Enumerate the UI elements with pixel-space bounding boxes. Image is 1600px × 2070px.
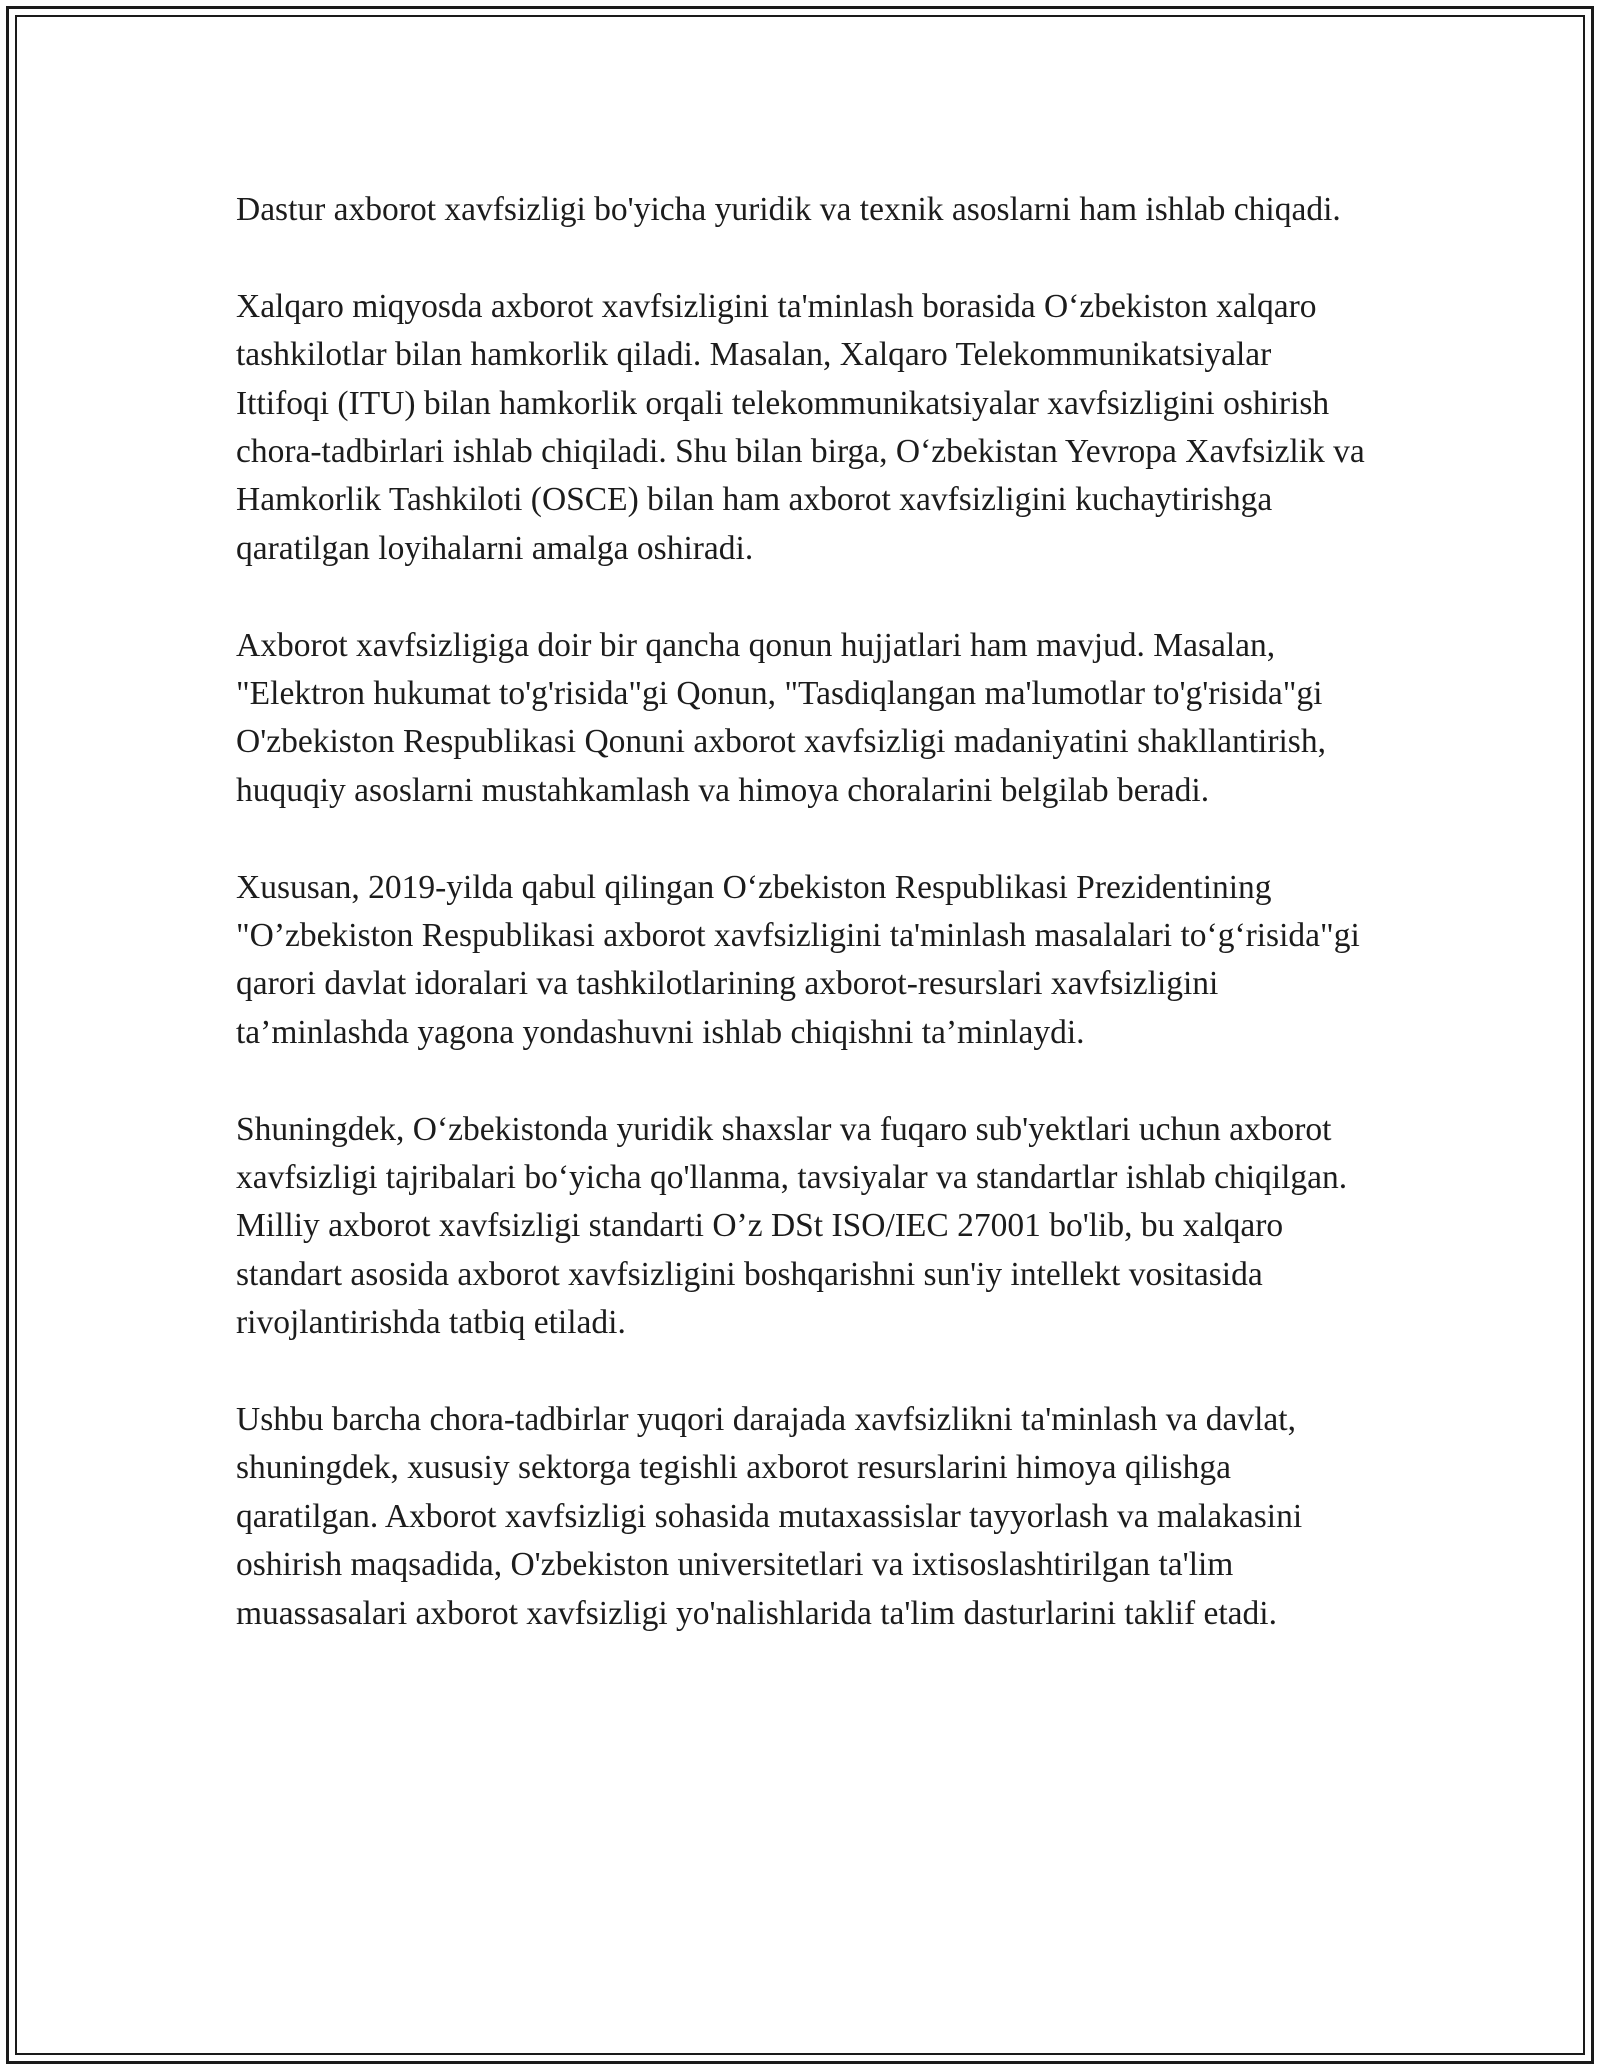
paragraph-education: Ushbu barcha chora-tadbirlar yuqori darajada xavfsizlikni ta'minlash va davlat, shuningdek, xususiy sektorga tegishli axborot resurslarini himoya qilishga qaratilgan. Axborot xavfsizligi sohasida mutaxassislar tayyorlash va malakasini oshirish maqsadida, O'zbekiston universitetlari va ixtisoslashtirilgan ta'lim muassasalari axborot xavfsizligi yo'nalishlarida ta'lim dasturlarini taklif etadi. [236,1401,1303,1632]
paragraph-program-basis: Dastur axborot xavfsizligi bo'yicha yuridik va texnik asoslarni ham ishlab chiqadi. [236,191,1341,228]
paragraph-international-cooperation: Xalqaro miqyosda axborot xavfsizligini ta'minlash borasida O‘zbekiston xalqaro tashkilotlar bilan hamkorlik qiladi. Masalan, Xalqaro Telekommunikatsiyalar Ittifoqi (ITU) bilan hamkorlik orqali telekommunikatsiyalar xavfsizligini oshirish chora-tadbirlari ishlab chiqiladi. Shu bilan birga, O‘zbekistan Yevropa Xavfsizlik va Hamkorlik Tashkiloti (OSCE) bilan ham axborot xavfsizligini kuchaytirishga qaratilgan loyihalarni amalga oshiradi. [236,287,1365,567]
document-body [236,186,1366,1687]
paragraph-legal-acts: Axborot xavfsizligiga doir bir qancha qonun hujjatlari ham mavjud. Masalan, "Elektron hukumat to'g'risida"gi Qonun, "Tasdiqlangan ma'lumotlar to'g'risida"gi O'zbekiston Respublikasi Qonuni axborot xavfsizligi madaniyatini shakllantirish, huquqiy asoslarni mustahkamlash va himoya choralarini belgilab beradi. [236,626,1326,809]
paragraph-standards: Shuningdek, O‘zbekistonda yuridik shaxslar va fuqaro sub'yektlari uchun axborot xavfsizligi tajribalari bo‘yicha qo'llanma, tavsiyalar va standartlar ishlab chiqilgan. Milliy axborot xavfsizligi standarti O’z DSt ISO/IEC 27001 bo'lib, bu xalqaro standart asosida axborot xavfsizligini boshqarishni sun'iy intellekt vositasida rivojlantirishda tatbiq etiladi. [236,1110,1348,1342]
paragraph-presidential-decree: Xususan, 2019-yilda qabul qilingan O‘zbekiston Respublikasi Prezidentining "O’zbekiston Respublikasi axborot xavfsizligini ta'minlash masalalari to‘g‘risida"gi qarori davlat idoralari va tashkilotlarining axborot-resurslari xavfsizligini ta’minlashda yagona yondashuvni ishlab chiqishni ta’minlaydi. [236,868,1360,1051]
